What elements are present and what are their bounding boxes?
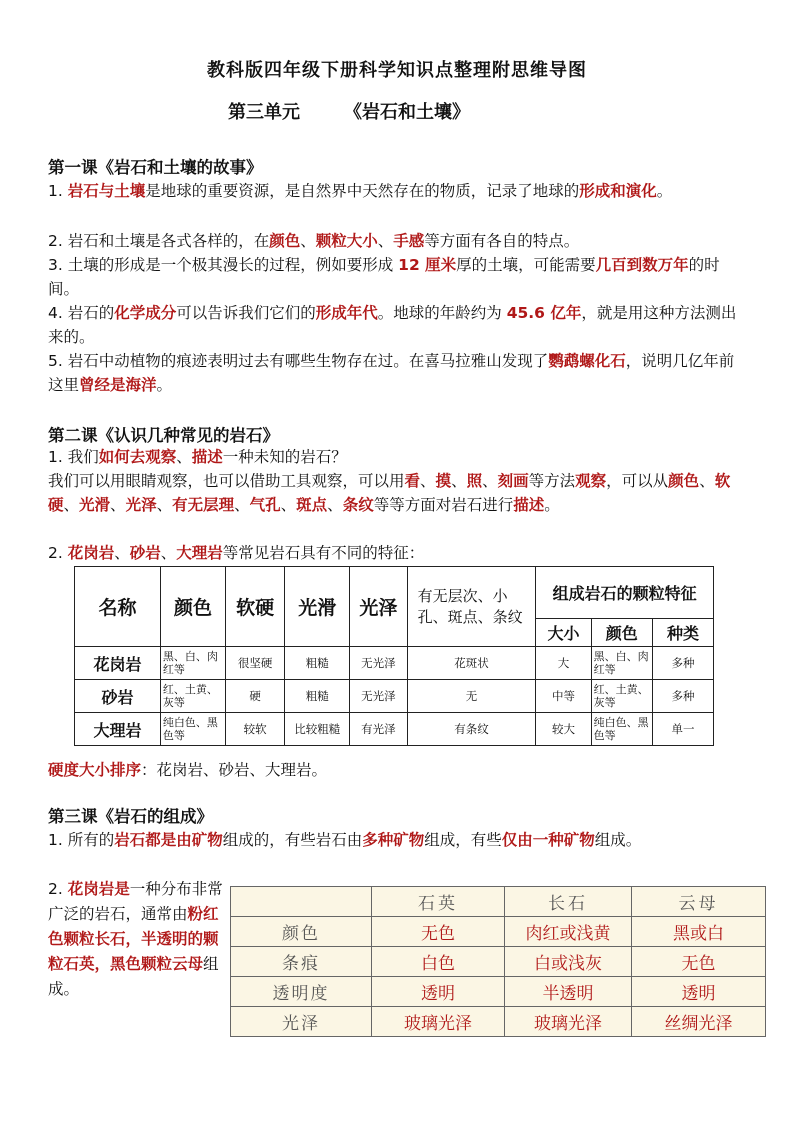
table-header: 长石 (505, 887, 632, 917)
table-subheader: 种类 (652, 619, 713, 647)
table-header: 石英 (372, 887, 505, 917)
lesson2-heading: 第二课《认识几种常见的岩石》 (48, 426, 279, 445)
table-row: 颜色 无色 肉红或浅黄 黑或白 (231, 917, 766, 947)
table-row: 光泽 玻璃光泽 玻璃光泽 丝绸光泽 (231, 1007, 766, 1037)
lesson2-observation-text: 我们可以用眼睛观察，也可以借助工具观察，可以用看、摸、照、刻画等方法观察，可以从颜色、软硬、光滑、光泽、有无层理、气孔、斑点、条纹等等方面对岩石进行描述。 (48, 472, 731, 514)
lesson1-point4: 4. 岩石的化学成分可以告诉我们它们的形成年代。地球的年龄约为 45.6 亿年，就是用这种方法测出来的。 (48, 304, 737, 346)
table-row: 条痕 白色 白或浅灰 无色 (231, 947, 766, 977)
rock-features-table (74, 566, 714, 746)
table-subheader: 大小 (536, 619, 591, 647)
table-header: 组成岩石的颗粒特征 (536, 567, 714, 619)
lesson1-point2: 2. 岩石和土壤是各式各样的，在颜色、颗粒大小、手感等方面有各自的特点。 (48, 232, 580, 250)
table-header: 光滑 (285, 567, 350, 647)
lesson1-point1: 1. 岩石与土壤是地球的重要资源，是自然界中天然存在的物质，记录了地球的形成和演化。 (48, 182, 673, 200)
lesson1-point5: 5. 岩石中动植物的痕迹表明过去有哪些生物存在过。在喜马拉雅山发现了鹦鹉螺化石，说明几亿年前这里曾经是海洋。 (48, 352, 735, 394)
lesson3-point2: 2. 花岗岩是一种分布非常广泛的岩石，通常由粉红色颗粒长石，半透明的颗粒石英，黑色颗粒云母组成。 (48, 880, 223, 998)
table-header (231, 887, 372, 917)
table-header: 颜色 (160, 567, 225, 647)
table-subheader: 颜色 (591, 619, 652, 647)
lesson1-heading: 第一课《岩石和土壤的故事》 (48, 158, 263, 177)
table-row: 花岗岩 黑、白、肉红等 很坚硬 粗糙 无光泽 花斑状 大 黑、白、肉红等 多种 (75, 647, 714, 680)
hardness-order: 硬度大小排序：花岗岩、砂岩、大理岩。 (48, 761, 328, 779)
lesson1-point3: 3. 土壤的形成是一个极其漫长的过程，例如要形成 12 厘米厚的土壤，可能需要几百到数万年的时间。 (48, 256, 720, 298)
lesson3-point1: 1. 所有的岩石都是由矿物组成的，有些岩石由多种矿物组成，有些仅由一种矿物组成。 (48, 831, 642, 849)
mineral-table (230, 886, 766, 1037)
table-row: 透明度 透明 半透明 透明 (231, 977, 766, 1007)
table-header: 名称 (75, 567, 161, 647)
table-row: 砂岩 红、土黄、灰等 硬 粗糙 无光泽 无 中等 红、土黄、灰等 多种 (75, 680, 714, 713)
lesson2-point2: 2. 花岗岩、砂岩、大理岩等常见岩石具有不同的特征： (48, 544, 425, 562)
unit-title: 《岩石和土壤》 (344, 102, 470, 123)
table-header: 软硬 (226, 567, 285, 647)
unit-heading (228, 98, 470, 124)
document-title: 教科版四年级下册科学知识点整理附思维导图 (207, 60, 587, 81)
lesson3-heading: 第三课《岩石的组成》 (48, 807, 213, 826)
unit-label: 第三单元 (228, 102, 300, 123)
table-header: 光泽 (350, 567, 407, 647)
lesson2-point1: 1. 我们如何去观察、描述一种未知的岩石？ (48, 448, 347, 466)
table-row: 大理岩 纯白色、黑色等 较软 比较粗糙 有光泽 有条纹 较大 纯白色、黑色等 单一 (75, 713, 714, 746)
table-header: 云母 (632, 887, 766, 917)
table-header: 有无层次、小孔、斑点、条纹 (407, 567, 536, 647)
